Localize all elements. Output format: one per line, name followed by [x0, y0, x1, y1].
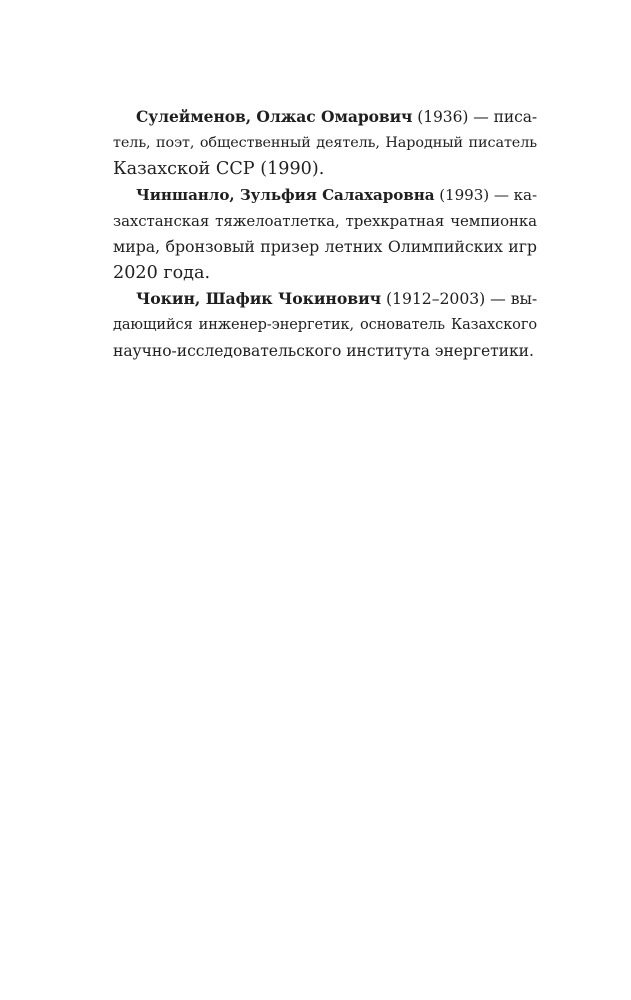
biographical-entries	[113, 104, 537, 364]
entry-chinshanlo	[113, 182, 537, 286]
entry-name: Чиншанло, Зульфия Салахаровна	[136, 186, 435, 204]
entry-dates-and-text: (1936) — писа-	[412, 108, 538, 126]
entry-dates-and-text: (1912–2003) — вы-	[381, 289, 538, 308]
entry-name: Сулейменов, Олжас Омарович	[136, 107, 413, 126]
entry-chokin	[113, 286, 537, 364]
entry-text-line: научно-исследовательского института энергетики.	[113, 342, 534, 360]
entry-name: Чокин, Шафик Чокинович	[136, 289, 382, 308]
entry-text-line: дающийся инженер-энергетик, основатель Казахского	[113, 317, 537, 333]
entry-first-line	[113, 104, 537, 130]
entry-text-line: тель, поэт, общественный деятель, Народный писатель	[113, 135, 537, 151]
entry-suleimenov	[113, 104, 537, 182]
entry-first-line	[113, 182, 537, 208]
entry-text-line: мира, бронзовый призер летних Олимпийских игр	[113, 237, 537, 256]
entry-text-line: Казахской ССР (1990).	[113, 159, 325, 179]
entry-text-line: 2020 года.	[113, 263, 211, 283]
entry-text-line: захстанская тяжелоатлетка, трехкратная чемпионка	[113, 212, 537, 230]
entry-first-line	[113, 286, 537, 312]
entry-dates-and-text: (1993) — ка-	[434, 186, 538, 204]
